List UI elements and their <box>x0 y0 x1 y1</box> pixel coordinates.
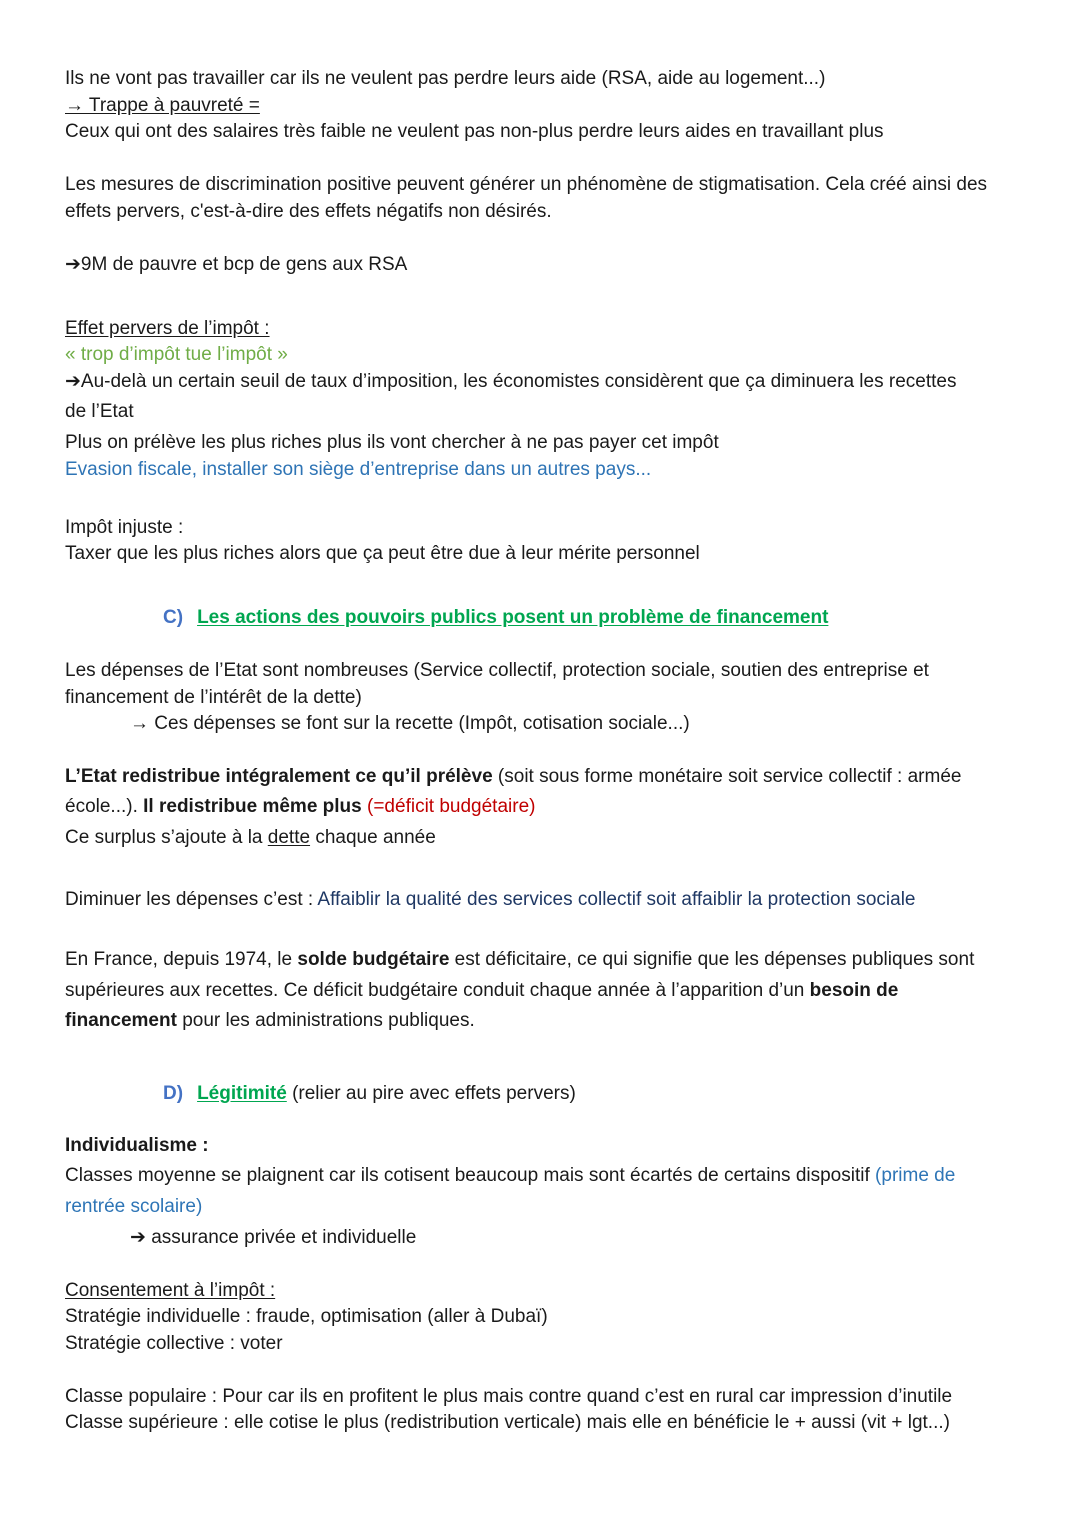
section-title: Les actions des pouvoirs publics posent un problème de financement <box>197 607 829 628</box>
text-span: Diminuer les dépenses c’est : <box>65 889 318 910</box>
text-span: (relier au pire avec effets pervers) <box>286 1083 576 1104</box>
text-line <box>65 1163 1050 1189</box>
section-title: Légitimité <box>197 1083 287 1104</box>
text-span: Ce surplus s’ajoute à la <box>65 827 268 848</box>
text-line: de l’Etat <box>65 401 134 422</box>
text-line: effets pervers, c'est-à-dire des effets négatifs non désirés. <box>65 201 552 222</box>
text-line <box>65 887 1050 913</box>
arrow-right-icon: ➔ <box>130 1227 146 1248</box>
consentement-heading <box>65 1278 1050 1304</box>
section-label: C) <box>163 607 184 628</box>
trappe-pauvrete-line <box>65 93 1050 119</box>
section-label: D) <box>163 1083 184 1104</box>
effet-pervers-heading <box>65 316 1050 342</box>
text-line: Plus on prélève les plus riches plus ils vont chercher à ne pas payer cet impôt <box>65 432 719 453</box>
text-line: Taxer que les plus riches alors que ça peut être due à leur mérite personnel <box>65 543 700 564</box>
text-line <box>65 947 1050 973</box>
arrow-right-icon: ➔ <box>65 371 81 392</box>
text-span: supérieures aux recettes. Ce déficit budgétaire conduit chaque année à l’apparition d’un <box>65 980 810 1001</box>
text-line: rentrée scolaire) <box>65 1196 203 1217</box>
text-span: Au-delà un certain seuil de taux d’imposition, les économistes considèrent que ça diminuera les recettes <box>80 371 957 392</box>
text-line <box>65 794 1050 820</box>
text-span: En France, depuis 1974, le <box>65 949 298 970</box>
text-line: Ils ne vont pas travailler car ils ne veulent pas perdre leurs aide (RSA, aide au logement...) <box>65 68 826 89</box>
section-d-heading <box>163 1081 1050 1107</box>
text-line: Les mesures de discrimination positive peuvent générer un phénomène de stigmatisation. Cela créé ainsi des <box>65 174 988 195</box>
red-span: (=déficit budgétaire) <box>361 796 536 817</box>
trappe-pauvrete-heading: → Trappe à pauvreté = <box>65 95 260 116</box>
bold-span: besoin de <box>809 980 899 1001</box>
text-line <box>65 825 1050 851</box>
heading-text: Consentement à l’impôt : <box>65 1280 276 1301</box>
underlined-span: dette <box>267 827 311 848</box>
impot-injuste-heading: Impôt injuste : <box>65 517 184 538</box>
section-c-heading <box>163 605 1050 631</box>
text-span: Classes moyenne se plaignent car ils cotisent beaucoup mais sont écartés de certains dispositif <box>65 1165 876 1186</box>
text-span: est déficitaire, ce qui signifie que les dépenses publiques sont <box>449 949 975 970</box>
text-line <box>65 252 1050 278</box>
bold-span: L’Etat redistribue intégralement ce qu’il prélève <box>65 766 493 787</box>
text-span: (soit sous forme monétaire soit service collectif : armée <box>492 766 962 787</box>
text-line: financement de l’intérêt de la dette) <box>65 687 362 708</box>
text-span: 9M de pauvre et bcp de gens aux RSA <box>80 254 408 275</box>
example-line: Evasion fiscale, installer son siège d’entreprise dans un autres pays... <box>65 459 652 480</box>
text-span: assurance privée et individuelle <box>145 1227 417 1248</box>
navy-span: Affaiblir la qualité des services collectif soit affaiblir la protection sociale <box>317 889 916 910</box>
bold-span: Il redistribue même plus <box>143 796 362 817</box>
arrow-right-icon: ➔ <box>65 254 81 275</box>
text-line: Stratégie collective : voter <box>65 1333 283 1354</box>
text-line: Ceux qui ont des salaires très faible ne veulent pas non-plus perdre leurs aides en travaillant plus <box>65 121 884 142</box>
text-line <box>130 1225 1050 1251</box>
heading-text: Effet pervers de l’impôt : <box>65 318 270 339</box>
text-line: Stratégie individuelle : fraude, optimisation (aller à Dubaï) <box>65 1306 548 1327</box>
bold-span: solde budgétaire <box>297 949 450 970</box>
teal-span: (prime de <box>875 1165 956 1186</box>
quote-line: « trop d’impôt tue l’impôt » <box>65 344 288 365</box>
text-line <box>65 978 1050 1004</box>
individualisme-heading: Individualisme : <box>65 1135 209 1156</box>
text-line <box>65 369 1050 395</box>
text-line: Classe supérieure : elle cotise le plus (redistribution verticale) mais elle en bénéficie le + aussi (vit + lgt...) <box>65 1412 950 1433</box>
text-line: → Ces dépenses se font sur la recette (Impôt, cotisation sociale...) <box>130 713 690 734</box>
text-span: école...). <box>65 796 144 817</box>
text-line: Les dépenses de l’Etat sont nombreuses (Service collectif, protection sociale, soutien des entreprise et <box>65 660 929 681</box>
text-line <box>65 764 1050 790</box>
text-line <box>65 1008 1050 1034</box>
text-span: pour les administrations publiques. <box>176 1010 475 1031</box>
bold-span: financement <box>65 1010 177 1031</box>
text-line: Classe populaire : Pour car ils en profitent le plus mais contre quand c’est en rural car impression d’inutile <box>65 1386 953 1407</box>
text-span: chaque année <box>310 827 436 848</box>
